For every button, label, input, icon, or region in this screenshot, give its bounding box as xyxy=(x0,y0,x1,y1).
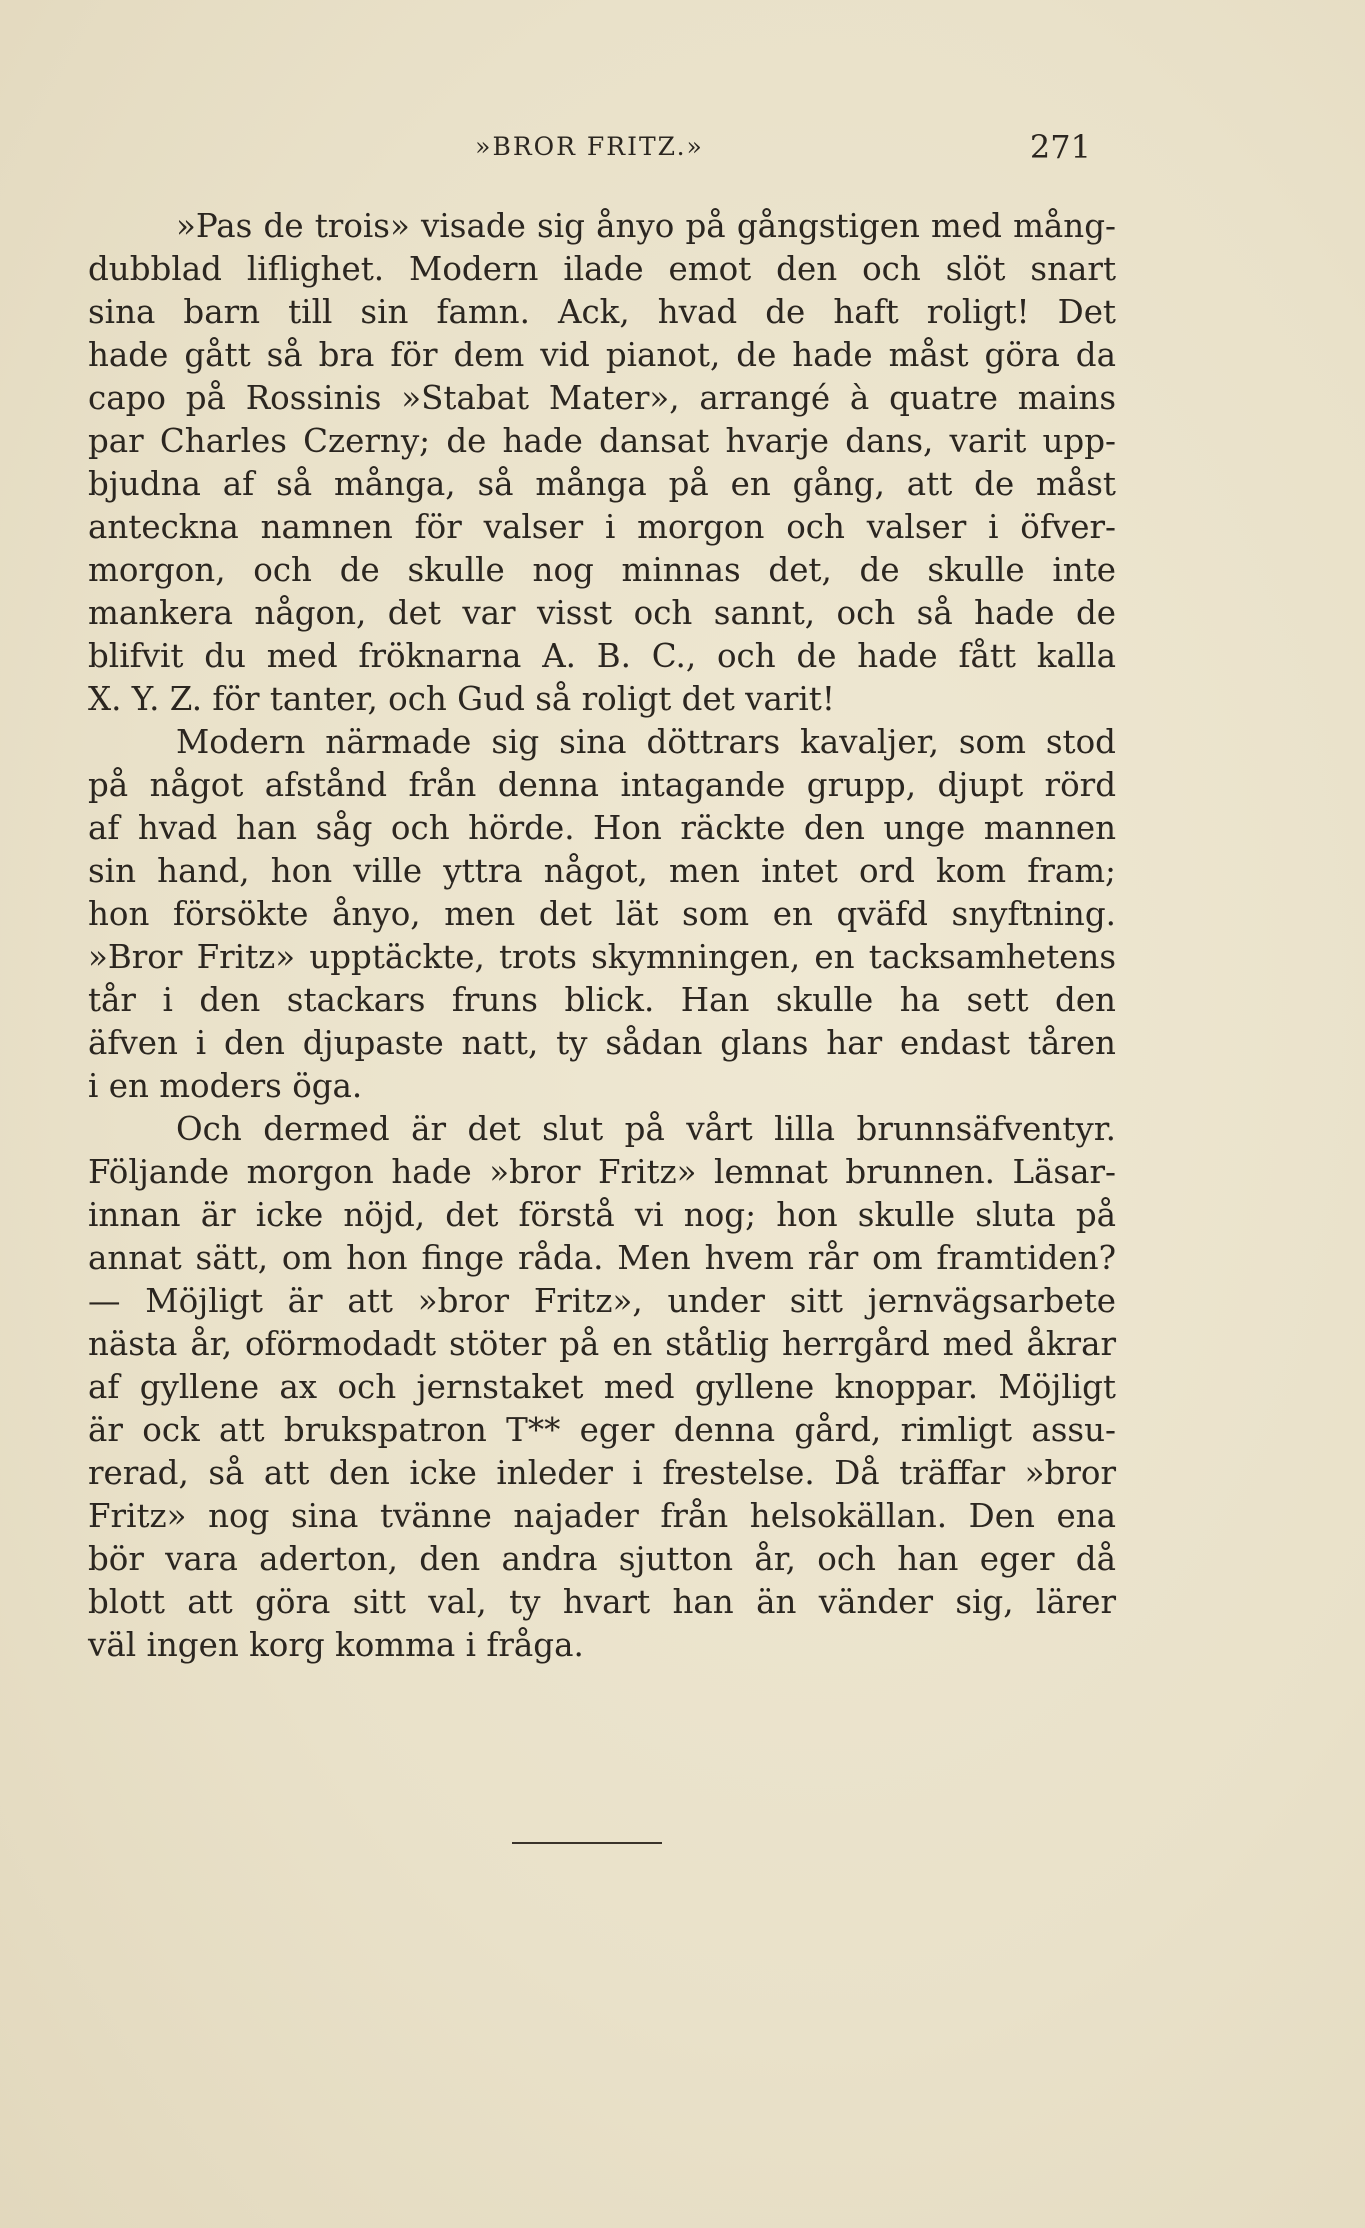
text-line: »Pas de trois» visade sig ånyo på gångstigen med mång- xyxy=(176,207,1116,245)
text-line: väl ingen korg komma i fråga. xyxy=(88,1626,584,1664)
text-line: dubblad liflighet. Modern ilade emot den och slöt snart xyxy=(88,250,1116,288)
text-line: annat sätt, om hon finge råda. Men hvem rår om framtiden? xyxy=(88,1239,1116,1277)
text-line: sina barn till sin famn. Ack, hvad de haft roligt! Det xyxy=(88,293,1116,331)
text-line: morgon, och de skulle nog minnas det, de skulle inte xyxy=(88,551,1116,589)
text-line: bör vara aderton, den andra sjutton år, och han eger då xyxy=(88,1540,1116,1578)
text-line: nästa år, oförmodadt stöter på en ståtlig herrgård med åkrar xyxy=(88,1325,1116,1363)
text-line: Fritz» nog sina tvänne najader från helsokällan. Den ena xyxy=(88,1497,1116,1535)
page-header xyxy=(88,128,1091,182)
text-line: i en moders öga. xyxy=(88,1067,363,1105)
text-line: hade gått så bra för dem vid pianot, de hade måst göra da xyxy=(88,336,1116,374)
text-line: af hvad han såg och hörde. Hon räckte den unge mannen xyxy=(88,809,1116,847)
text-line: af gyllene ax och jernstaket med gyllene knoppar. Möjligt xyxy=(88,1368,1116,1406)
text-line: »Bror Fritz» upptäckte, trots skymningen, en tacksamhetens xyxy=(88,938,1116,976)
end-rule xyxy=(512,1842,662,1844)
text-line: anteckna namnen för valser i morgon och valser i öfver- xyxy=(88,508,1116,546)
text-line: är ock att brukspatron T** eger denna gård, rimligt assu- xyxy=(88,1411,1116,1449)
text-line: par Charles Czerny; de hade dansat hvarje dans, varit upp- xyxy=(88,422,1116,460)
body-text xyxy=(88,205,1116,1667)
text-line: mankera någon, det var visst och sannt, och så hade de xyxy=(88,594,1116,632)
text-line: tår i den stackars fruns blick. Han skulle ha sett den xyxy=(88,981,1116,1019)
text-line: sin hand, hon ville yttra något, men intet ord kom fram; xyxy=(88,852,1116,890)
text-line: Och dermed är det slut på vårt lilla brunnsäfventyr. xyxy=(176,1110,1116,1148)
text-line: Modern närmade sig sina döttrars kavaljer, som stod xyxy=(176,723,1116,761)
text-line: Följande morgon hade »bror Fritz» lemnat brunnen. Läsar- xyxy=(88,1153,1116,1191)
text-line: innan är icke nöjd, det förstå vi nog; hon skulle sluta på xyxy=(88,1196,1116,1234)
text-line: äfven i den djupaste natt, ty sådan glans har endast tåren xyxy=(88,1024,1116,1062)
text-line: rerad, så att den icke inleder i frestelse. Då träffar »bror xyxy=(88,1454,1116,1492)
text-line: capo på Rossinis »Stabat Mater», arrangé à quatre mains xyxy=(88,379,1116,417)
text-line: X. Y. Z. för tanter, och Gud så roligt det varit! xyxy=(88,680,835,718)
page-number: 271 xyxy=(1029,128,1091,166)
text-line: blott att göra sitt val, ty hvart han än vänder sig, lärer xyxy=(88,1583,1116,1621)
text-line: blifvit du med fröknarna A. B. C., och de hade fått kalla xyxy=(88,637,1116,675)
text-line: på något afstånd från denna intagande grupp, djupt rörd xyxy=(88,766,1116,804)
text-line: hon försökte ånyo, men det lät som en qväfd snyftning. xyxy=(88,895,1116,933)
running-head: »BROR FRITZ.» xyxy=(475,132,704,161)
text-line: — Möjligt är att »bror Fritz», under sitt jernvägsarbete xyxy=(88,1282,1116,1320)
text-line: bjudna af så många, så många på en gång, att de måst xyxy=(88,465,1116,503)
